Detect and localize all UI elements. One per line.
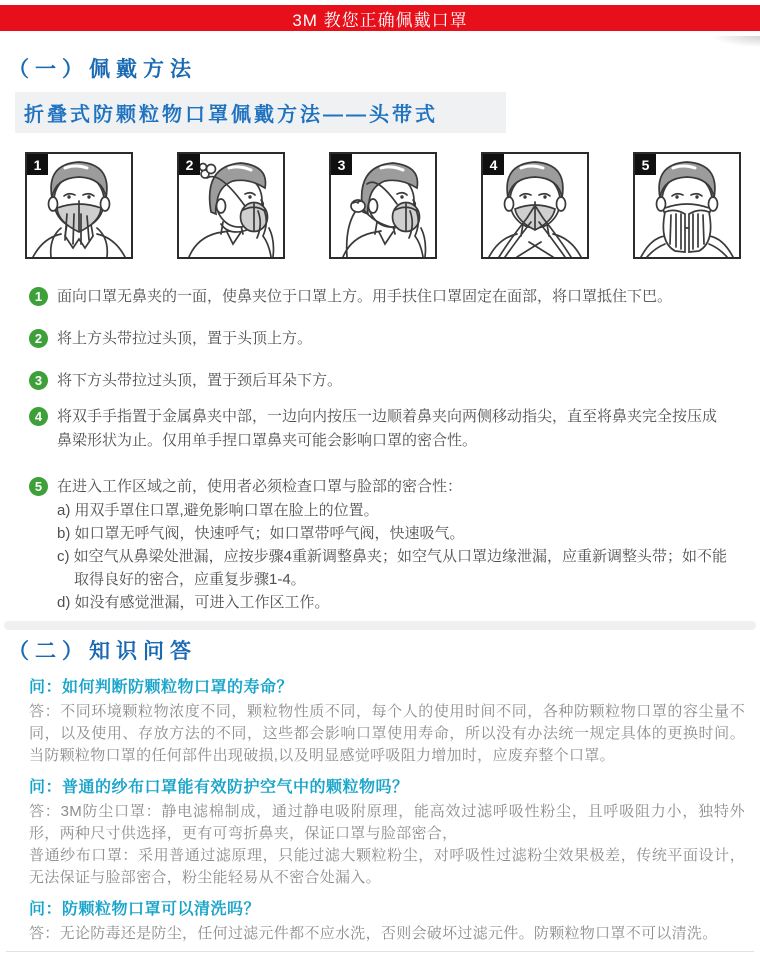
step-3-number-badge: 3 <box>29 371 48 390</box>
section1-subtitle-bar <box>15 92 506 133</box>
qa-list <box>29 677 745 945</box>
step-2-number-badge: 2 <box>29 329 48 348</box>
step-4-figure-badge: 4 <box>483 154 504 175</box>
page <box>0 5 760 952</box>
step-5-subitem-b: b) 如口罩无呼气阀，快速呼气；如口罩带呼气阀，快速吸气。 <box>57 525 465 542</box>
step-2-text: 将上方头带拉过头顶，置于头顶上方。 <box>57 330 313 347</box>
qa-item-washable <box>29 899 745 945</box>
wearing-step-2 <box>29 327 731 351</box>
step-2-figure-badge: 2 <box>179 154 200 175</box>
step-5-number-badge: 5 <box>29 477 48 496</box>
wearing-step-1 <box>29 285 731 309</box>
bottom-rule <box>6 951 754 952</box>
answer-block <box>29 701 745 767</box>
qa-item-gauze-mask <box>29 777 745 889</box>
step-5-figure <box>633 152 741 259</box>
wearing-steps-list <box>29 285 731 614</box>
mask-steps-figure-row <box>25 152 760 259</box>
step-3-figure <box>329 152 437 259</box>
wearing-step-4 <box>29 405 731 453</box>
step-4-text: 将双手手指置于金属鼻夹中部，一边向内按压一边顺着鼻夹向两侧移动指尖，直至将鼻夹完全按压成鼻梁形状为止。仅用单手捏口罩鼻夹可能会影响口罩的密合性。 <box>57 408 718 449</box>
step-5-subitem-d: d) 如没有感觉泄漏，可进入工作区工作。 <box>57 594 330 611</box>
step-5-subitem-a: a) 用双手罩住口罩,避免影响口罩在脸上的位置。 <box>57 502 379 519</box>
header-bar <box>0 5 760 31</box>
step-2-figure <box>177 152 285 259</box>
step-5-subitems <box>57 499 731 614</box>
answer-block <box>29 923 745 945</box>
question-text: 问：普通的纱布口罩能有效防护空气中的颗粒物吗？ <box>29 779 409 796</box>
step-1-text: 面向口罩无鼻夹的一面，使鼻夹位于口罩上方。用手扶住口罩固定在面部，将口罩抵住下巴。 <box>57 288 673 305</box>
answer-paragraph: 答：不同环境颗粒物浓度不同，颗粒物性质不同，每个人的使用时间不同，各种防颗粒物口罩的容尘量不同，以及使用、存放方法的不同，这些都会影响口罩使用寿命，所以没有办法统一规定具体的更换时间。当防颗粒物口罩的任何部件出现破损,以及明显感觉呼吸阻力增加时，应废弃整个口罩。 <box>29 703 745 764</box>
step-3-figure-badge: 3 <box>331 154 352 175</box>
wearing-step-3 <box>29 369 731 393</box>
question-text: 问：如何判断防颗粒物口罩的寿命？ <box>29 679 294 696</box>
answer-paragraph: 答：无论防毒还是防尘，任何过滤元件都不应水洗，否则会破坏过滤元件。防颗粒物口罩不可以清洗。 <box>29 925 718 942</box>
answer-paragraph: 答：3M防尘口罩：静电滤棉制成，通过静电吸附原理，能高效过滤呼吸性粉尘，且呼吸阻力小，独特外形，两种尺寸供选择，更有可弯折鼻夹，保证口罩与脸部密合， <box>29 803 745 842</box>
question-text: 问：防颗粒物口罩可以清洗吗？ <box>29 901 261 918</box>
step-4-figure <box>481 152 589 259</box>
section2-heading: （二）知识问答 <box>8 640 197 663</box>
answer-block <box>29 801 745 889</box>
step-5-subitem-c: c) 如空气从鼻梁处泄漏，应按步骤4重新调整鼻夹；如空气从口罩边缘泄漏，应重新调整头带；如不能取得良好的密合，应重复步骤1-4。 <box>57 548 728 588</box>
step-1-number-badge: 1 <box>29 287 48 306</box>
step-5-text: 在进入工作区域之前，使用者必须检查口罩与脸部的密合性： <box>57 478 463 495</box>
wearing-step-5 <box>29 475 731 614</box>
step-4-number-badge: 4 <box>29 407 48 426</box>
step-1-figure-badge: 1 <box>27 154 48 175</box>
step-5-figure-badge: 5 <box>635 154 656 175</box>
answer-paragraph: 普通纱布口罩：采用普通过滤原理，只能过滤大颗粒粉尘，对呼吸性过滤粉尘效果极差，传统平面设计，无法保证与脸部密合，粉尘能轻易从不密合处漏入。 <box>29 847 745 886</box>
step-3-text: 将下方头带拉过头顶，置于颈后耳朵下方。 <box>57 372 343 389</box>
section1-heading: （一）佩戴方法 <box>8 58 197 81</box>
section1-subtitle: 折叠式防颗粒物口罩佩戴方法——头带式 <box>24 104 438 126</box>
page-title: 3M 教您正确佩戴口罩 <box>292 10 468 30</box>
step-1-figure <box>25 152 133 259</box>
section-divider <box>4 621 756 630</box>
page-curl-shadow <box>682 36 760 51</box>
qa-item-mask-lifespan <box>29 677 745 767</box>
